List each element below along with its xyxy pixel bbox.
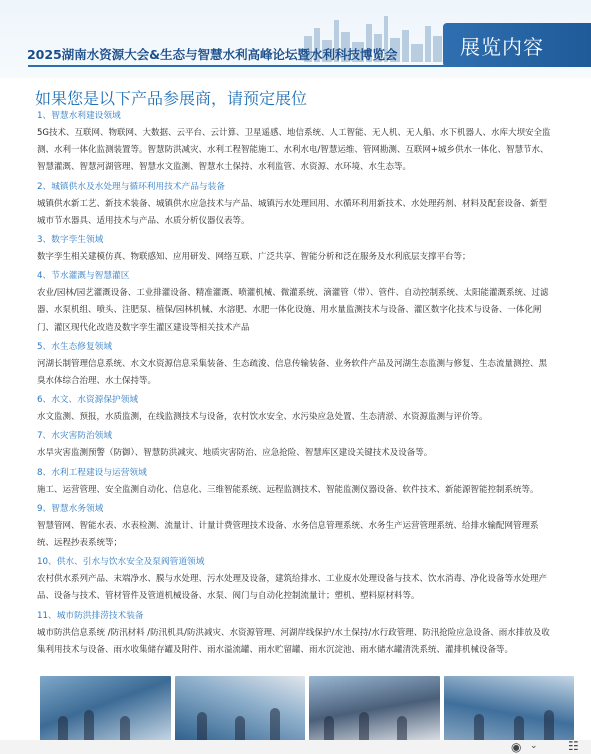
section <box>37 181 555 230</box>
section-title: 7、水灾害防治领域 <box>37 431 113 442</box>
section <box>37 110 555 177</box>
header-divider <box>28 65 448 67</box>
section-body: 施工、运营管理、安全监测自动化、信息化、三维智能系统、远程监测技术、智能监测仪器设备、软件技术、新能源智能控制系统等。 <box>37 484 539 495</box>
eye-icon[interactable]: ◉ <box>511 740 522 754</box>
header-title: 2025湖南水资源大会&生态与智慧水利高峰论坛暨水利科技博览会 <box>27 47 398 62</box>
exhibition-photo <box>40 676 171 742</box>
page-layout-icon[interactable]: ☷ <box>568 739 579 753</box>
section-body: 水文监测、预报，水质监测，在线监测技术与设备，农村饮水安全、水污染应急处置、生态清淤、水资源监测与评价等。 <box>37 412 488 423</box>
section-title: 8、水利工程建设与运营领域 <box>37 467 147 478</box>
section <box>37 556 555 605</box>
section <box>37 341 555 390</box>
exhibition-photo-strip <box>40 676 574 742</box>
section <box>37 430 555 462</box>
section-title: 6、水文、水资源保护领域 <box>37 395 139 406</box>
section <box>37 270 555 337</box>
chevron-down-icon[interactable]: ⌄ <box>530 741 538 751</box>
section-body: 数字孪生相关建模仿真、物联感知、应用研发、网络互联、广泛共享、智能分析和泛在服务及水利底层支撑平台等； <box>37 252 471 263</box>
section <box>37 467 555 499</box>
section-list <box>37 110 555 663</box>
page-title: 如果您是以下产品参展商，请预定展位 <box>35 89 308 108</box>
section <box>37 394 555 426</box>
section <box>37 503 555 552</box>
section-title: 11、城市防洪排涝技术装备 <box>37 610 144 621</box>
section-title: 3、数字孪生领域 <box>37 235 104 246</box>
exhibition-photo <box>444 676 575 742</box>
section <box>37 234 555 266</box>
section-body: 水旱灾害监测预警（防御）、智慧防洪减灾、地质灾害防治、应急抢险、智慧库区建设关键技术及设备等。 <box>37 448 433 459</box>
section-title: 2、城镇供水及水处理与循环利用技术产品与装备 <box>37 181 225 192</box>
section-body: 5G技术、互联网、物联网、大数据、云平台、云计算、卫星遥感、地信系统、人工智能、无人机、无人船、水下机器人、水库大坝安全监测、水利一体化监测装置等。智慧防洪减灾、水利工程智能施工、水利水电/智慧运维、管网勘测、互联网+城乡供水一体化、智慧节水、智慧灌溉、智慧河湖管理、智慧水文监测、智慧水土保持、水利监管、水资源、水环境、水生态等。 <box>37 128 551 173</box>
section-body: 城市防洪信息系统 /防汛材料 /防汛机具/防洪减灾、水资源管理、河湖岸线保护/水土保持/水行政管理、防汛抢险应急设备、雨水排放及收集利用技术与设备、雨水收集储存罐及附件、雨水溢流罐、雨水贮留罐、雨水沉淀池、雨水储水罐清洗系统、灌排机械设备等。 <box>37 627 550 655</box>
section-body: 农村供水系列产品、末端净水、膜与水处理、污水处理及设备，建筑给排水、工业废水处理设备与技术、饮水消毒、净化设备等水处理产品、设备与技术、管材管件及管道机械设备、水泵、阀门与自动化控制流量计；塑机、塑料原材料等。 <box>37 574 548 602</box>
section-badge-label: 展览内容 <box>460 35 544 59</box>
exhibition-photo <box>309 676 440 742</box>
section-body: 智慧管网、智能水表、水表检测、流量计、计量计费管理技术设备、水务信息管理系统、水务生产运营管理系统、给排水输配网管理系统、远程抄表系统等； <box>37 520 539 549</box>
section-title: 10、供水、引水与饮水安全及泵阀管道领域 <box>37 557 205 568</box>
section-body: 河湖长制管理信息系统、水文水资源信息采集装备、生态疏浚、信息传输装备、业务软件产品及河湖生态监测与修复、生态流量测控、黑臭水体综合治理、水土保持等。 <box>37 358 548 387</box>
section-title: 9、智慧水务领域 <box>37 503 104 514</box>
section-title: 5、水生态修复领域 <box>37 341 113 352</box>
exhibition-photo <box>175 676 306 742</box>
viewer-toolbar <box>0 740 591 754</box>
section <box>37 610 555 659</box>
section-title: 4、节水灌溉与智慧灌区 <box>37 271 130 282</box>
section-body: 城镇供水新工艺、新技术装备、城镇供水应急技术与产品、城镇污水处理回用、水循环利用新技术、水处理药剂、材料及配套设备、新型城市节水器具、适用技术与产品、水质分析仪器仪表等。 <box>37 198 548 226</box>
section-title: 1、智慧水利建设领域 <box>37 111 121 121</box>
section-body: 农业/园林/园艺灌溉设备、工业排灌设备、精准灌溉、喷灌机械、微灌系统、滴灌管（带）、管件、自动控制系统、太阳能灌溉系统、过滤器、水泵机组、喷头、注肥泵、植保/园林机械、水溶肥、水肥一体化设施、用水量监测技术与设备、灌区数字化技术与设备、一体化闸门、灌区现代化改造及数字孪生灌区建设等相关技术产品 <box>37 288 549 333</box>
